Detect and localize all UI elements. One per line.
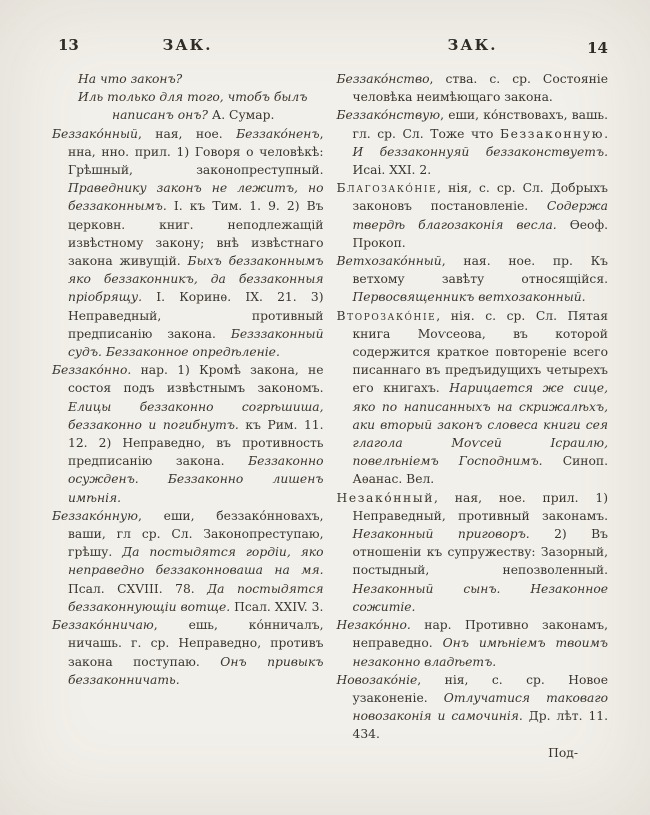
roman-segment: нар. Противно законамъ, неправедно. [352,618,608,651]
roman-segment: , нія, с. ср. Новое узаконеніе. [352,672,608,705]
header-left [52,36,323,54]
italic-segment: Онъ имѣніемъ твоимъ незаконно владѣетъ. [352,636,608,669]
roman-segment: , ешь, ко́нничалъ, ничашь. г. ср. Неправедно, противъ закона поступаю. [68,618,324,669]
headword: Незако́нный [336,490,435,505]
italic-segment: Незаконный сынъ. Незаконное сожитіе. [352,581,608,614]
epigraph-line [52,106,324,124]
dictionary-entry [52,507,324,616]
italic-segment: Содержа твердѣ благозаконія весла. [352,199,608,232]
italic-segment: Нарицается же сице, яко по написанныхъ на скрижалѣхъ, аки вторый законъ словеса книги сея глагола Моѵсей Ісраилю, повелѣніемъ Господнимъ. [352,381,608,469]
headword: Беззако́нство [336,72,430,86]
right-column [337,70,609,762]
dictionary-entry [337,671,609,744]
left-column [52,70,324,762]
running-title-right: ЗАК. [447,36,498,54]
italic-segment: И беззаконнуяй беззаконствуетъ. [352,144,608,159]
italic-segment: Праведнику законъ не лежитъ, но беззаконнымъ. [68,181,324,214]
dictionary-entry [337,70,609,106]
roman-segment: , еши, ко́нствовахъ, вашь. гл. ср. Сл. Тоже что [352,108,608,141]
dictionary-entry [337,489,609,616]
roman-segment: Исаі. XXI. 2. [352,163,432,178]
headword: Второзако́ніе [336,308,437,323]
roman-segment: , нія. с. ср. Сл. Пятая книга Моѵсеова, въ которой содержится краткое повтореніе всего писаннаго въ предъидущихъ четырехъ его книгахъ. [352,308,608,396]
headword: Благозако́ніе [336,181,438,196]
headword: На что законъ? [78,72,183,86]
roman-segment: 2) Въ отношеніи къ супружеству: Зазорный, постыдный, непозволенный. [352,527,608,578]
headword: Беззако́нно. [52,363,132,378]
headword: написанъ онъ? [112,108,212,123]
dictionary-entry [337,307,609,489]
epigraph-line [52,70,324,88]
dictionary-entry [337,106,609,179]
headword: Беззако́нствую [336,108,441,123]
roman-segment: , ная, ное. [137,126,237,141]
italic-segment: Да постыдятся беззаконнующіи вотще. [68,581,324,614]
dictionary-entry [52,616,324,689]
page-number-right: 14 [587,39,608,57]
roman-segment: . [604,126,608,141]
roman-segment: нар. 1) Кромѣ закона, не состоя подъ извѣстнымъ закономъ. [68,363,324,396]
roman-segment: къ Рим. 11. 12. 2) Неправедно, въ противность предписанію закона. [68,417,324,469]
roman-segment: А. Сумар. [211,108,275,123]
headword: Беззако́нный [52,126,138,141]
roman-segment: I. Коринѳ. IX. 21. 3) Неправедный, противный предписанію закона. [68,290,324,341]
headword: Беззако́нничаю [52,618,154,633]
italic-segment: Первосвященникъ ветхозаконный. [352,290,586,305]
italic-segment: Онъ привыкъ беззаконничать. [68,654,324,687]
italic-segment: Отлучатися таковаго новозаконія и самочинія. [352,690,608,724]
dictionary-entry [52,361,324,507]
header-right [337,36,608,57]
italic-segment: Да постыдятся гордіи, яко неправедно беззаконноваша на мя. [68,545,324,578]
page-header [0,0,650,57]
italic-segment: Безззаконный судъ. Беззаконное опредѣленіе. [68,326,324,360]
roman-segment: Ѳеоф. Прокоп. [352,217,608,250]
dictionary-entry [337,179,609,252]
spaced-segment: Беззаконную [499,126,605,141]
italic-segment: Беззако́ненъ [236,126,320,141]
headword: Незако́нно. [336,618,411,633]
epigraph [52,70,324,125]
italic-segment: Елицы беззаконно согрѣшиша, беззаконно и погибнутъ. [68,399,324,432]
running-title-left: ЗАК. [162,36,213,54]
roman-segment: Псал. CXVIII. 78. [68,581,208,596]
headword: Ветхозако́нный [336,254,442,269]
headword: Новозако́ніе [336,672,418,687]
dictionary-entry [337,252,609,307]
text-columns [0,54,650,762]
catchword: Под- [548,745,578,760]
roman-segment: , еши, беззако́нновахъ, ваши, гл ср. Сл. Законопреступаю, грѣшу. [68,508,324,560]
page-number-left: 13 [58,36,79,54]
right-entries [337,70,609,744]
epigraph-line [52,88,324,106]
roman-segment: , ства. с. ср. Состояніе человѣка неимѣющаго закона. [352,72,608,105]
italic-segment: Беззаконно осужденъ. Беззаконно лишенъ имѣнія. [68,454,324,505]
headword: Беззако́нную [52,508,138,523]
italic-segment: Незаконный приговоръ. [352,527,530,542]
roman-segment: Синоп. Аѳанас. Вел. [352,454,609,487]
roman-segment: , ная, ное. прил. 1) Неправедный, противный законамъ. [352,490,608,523]
italic-segment: Быхъ беззаконнымъ яко беззаконникъ, да беззаконныя пріобрящу. [68,254,324,305]
roman-segment: I. къ Тим. 1. 9. 2) Въ церковн. книг. неподлежащій извѣстному закону; внѣ извѣстнаго закона живущій. [68,199,324,269]
roman-segment: , нія, с. ср. Сл. Добрыхъ законовъ постановленіе. [352,181,608,214]
left-entries [52,125,324,689]
roman-segment: Др. лѣт. 11. 434. [352,709,609,742]
roman-segment: , ная. ное. пр. Къ ветхому завѣту относящійся. [352,254,608,287]
headword: Иль только для того, чтобъ былъ [78,90,308,105]
roman-segment: , нна, нно. прил. 1) Говоря о человѣкѣ: Грѣшный, законопреступный. [68,126,324,178]
roman-segment: Псал. XXIV. 3. [230,599,324,614]
dictionary-entry [337,616,609,671]
dictionary-entry [52,125,324,362]
